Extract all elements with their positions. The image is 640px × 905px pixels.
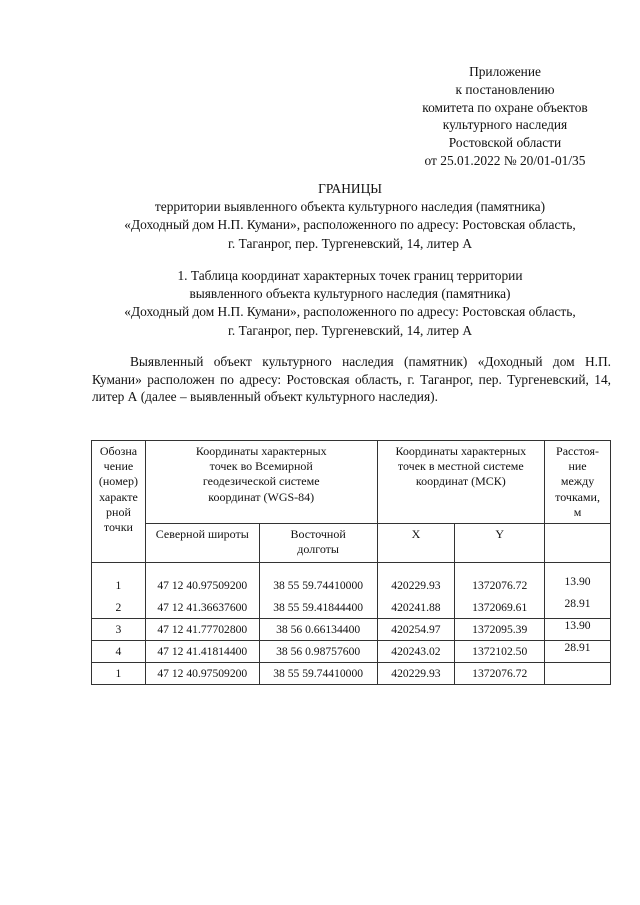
- header-point-number: Обозна чение (номер) характе рной точки: [92, 441, 146, 563]
- cell-distance: 13.90: [545, 619, 611, 641]
- cell-lon: 38 56 0.98757600: [259, 641, 377, 663]
- appendix-block: [400, 63, 610, 170]
- header-distance: Расстоя- ние между точками, м: [545, 441, 611, 524]
- heading-line: территории выявленного объекта культурного наследия (памятника): [154, 199, 546, 215]
- header-distance-empty: [545, 524, 611, 563]
- table-header-row: [92, 441, 611, 524]
- table-row: [92, 663, 611, 685]
- intro-paragraph: Выявленный объект культурного наследия (памятник) «Доходный дом Н.П. Кумани» расположен по адресу: Ростовская область, г. Таганрог, пер. Тургеневский, 14, литер А (далее – выявленный объект культурного наследия).: [92, 354, 611, 405]
- cell-y: 1372076.72: [455, 575, 545, 597]
- table-row: [92, 597, 611, 619]
- cell-lat: 47 12 41.41814400: [145, 641, 259, 663]
- cell-x: 420241.88: [377, 597, 455, 619]
- cell-distance: 13.90: [545, 575, 611, 597]
- header-y: Y: [455, 524, 545, 563]
- cell-x: 420229.93: [377, 663, 455, 685]
- cell-x: 420243.02: [377, 641, 455, 663]
- heading-line: г. Таганрог, пер. Тургеневский, 14, литер А: [227, 235, 473, 251]
- caption-line: выявленного объекта культурного наследия (памятника): [189, 286, 511, 302]
- cell-lon: 38 55 59.74410000: [259, 663, 377, 685]
- cell-y: 1372102.50: [455, 641, 545, 663]
- cell-point: 3: [92, 619, 146, 641]
- cell-x: 420254.97: [377, 619, 455, 641]
- cell-lat: 47 12 41.36637600: [145, 597, 259, 619]
- cell-x: 420229.93: [377, 575, 455, 597]
- caption-line: «Доходный дом Н.П. Кумани», расположенного по адресу: Ростовская область,: [124, 304, 576, 320]
- table-subheader-row: [92, 524, 611, 563]
- document-title: ГРАНИЦЫ: [318, 181, 382, 196]
- caption-line: 1. Таблица координат характерных точек границ территории: [177, 268, 523, 283]
- cell-lon: 38 55 59.41844400: [259, 597, 377, 619]
- header-msk: Координаты характерных точек в местной системе координат (МСК): [377, 441, 545, 524]
- appendix-line: Ростовской области: [448, 135, 562, 151]
- header-north-latitude: Северной широты: [145, 524, 259, 563]
- appendix-line: от 25.01.2022 № 20/01-01/35: [424, 152, 586, 168]
- header-wgs84: Координаты характерных точек во Всемирной геодезической системе координат (WGS-84): [145, 441, 377, 524]
- table-row: [92, 575, 611, 597]
- cell-lat: 47 12 40.97509200: [145, 575, 259, 597]
- appendix-line: к постановлению: [455, 81, 555, 97]
- cell-y: 1372076.72: [455, 663, 545, 685]
- cell-lat: 47 12 41.77702800: [145, 619, 259, 641]
- cell-distance: 28.91: [545, 597, 611, 619]
- cell-distance: 28.91: [545, 641, 611, 663]
- cell-point: 2: [92, 597, 146, 619]
- appendix-line: культурного наследия: [442, 117, 568, 133]
- caption-line: г. Таганрог, пер. Тургеневский, 14, литер А: [227, 322, 473, 338]
- header-east-longitude: Восточной долготы: [259, 524, 377, 563]
- appendix-line: комитета по охране объектов: [422, 99, 588, 115]
- cell-point: 1: [92, 663, 146, 685]
- cell-lon: 38 56 0.66134400: [259, 619, 377, 641]
- table-row: [92, 641, 611, 663]
- table-caption: [80, 267, 620, 340]
- appendix-line: Приложение: [469, 64, 541, 79]
- cell-lat: 47 12 40.97509200: [145, 663, 259, 685]
- cell-point: 4: [92, 641, 146, 663]
- document-heading: [80, 180, 620, 253]
- cell-y: 1372069.61: [455, 597, 545, 619]
- cell-y: 1372095.39: [455, 619, 545, 641]
- coordinates-table: [91, 440, 611, 685]
- table-gap-row: [92, 563, 611, 575]
- header-x: X: [377, 524, 455, 563]
- table-row: [92, 619, 611, 641]
- heading-line: «Доходный дом Н.П. Кумани», расположенного по адресу: Ростовская область,: [124, 217, 576, 233]
- cell-point: 1: [92, 575, 146, 597]
- cell-distance: [545, 663, 611, 685]
- cell-lon: 38 55 59.74410000: [259, 575, 377, 597]
